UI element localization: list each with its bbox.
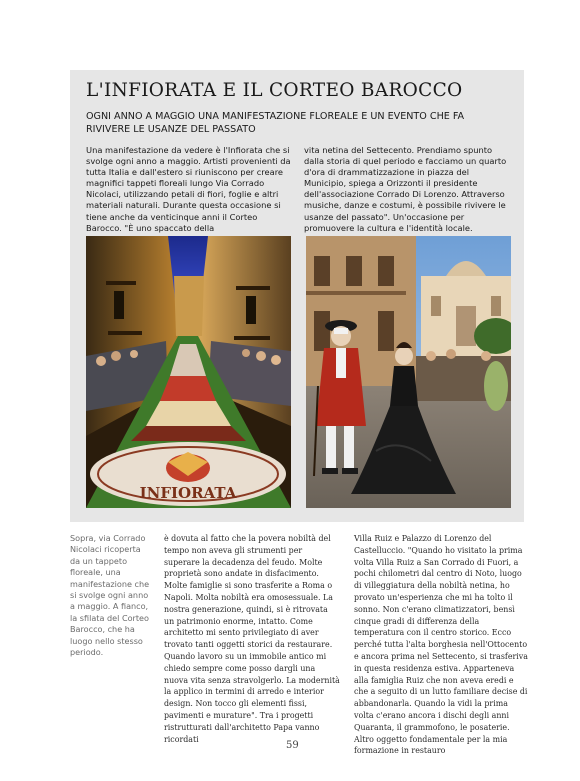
infiorata-banner-text: INFIORATA xyxy=(139,484,237,502)
intro-paragraph-right: vita netina del Settecento. Prendiamo spunto dalla storia di quel periodo e facciamo un quarto d'ora di drammatizzazione in piazza del Municipio, spiega a Orizzonti il presidente dell'associazione Corrado Di Lorenzo. Attraverso musiche, danze e costumi, è possibile rivivere le usanze del passato". Un'occasione per promuovere la cultura e l'identità locale. xyxy=(304,145,507,233)
page-number: 59 xyxy=(286,740,299,751)
article-subtitle: OGNI ANNO A MAGGIO UNA MANIFESTAZIONE FLOREALE E UN EVENTO CHE FA RIVIVERE LE USANZE DEL PASSATO xyxy=(86,111,465,135)
infiorata-photo xyxy=(86,236,291,508)
intro-paragraph-left: Una manifestazione da vedere è l'Infiorata che si svolge ogni anno a maggio. Artisti provenienti da tutta Italia e dall'estero si riuniscono per creare magnifici tappeti floreali lungo Via Corrado Nicolaci, utilizzando petali di fiori, foglie e altri materiali naturali. Durante questa occasione si tiene anche da venticinque anni il Corteo Barocco. "È uno spaccato della xyxy=(86,145,291,233)
corteo-barocco-photo xyxy=(306,236,511,508)
photo-caption: Sopra, via Corrado Nicolaci ricoperta da un tappeto floreale, una manifestazione che si svolge ogni anno a maggio. A fianco, la sfilata del Corteo Barocco, che ha luogo nello stesso periodo. xyxy=(70,533,150,658)
body-column-1: è dovuta al fatto che la povera nobiltà del tempo non aveva gli strumenti per superare la decadenza del feudo. Molte proprietà sono andate in disfacimento. Molte famiglie si sono trasferite a Roma o Napoli. Molta nobiltà era omosessuale. La nostra generazione, quindi, si è ritrovata un patrimonio enorme, intatto. Come architetto mi sento privilegiato di aver trovato tanti oggetti storici da restaurare. Quando lavoro su un immobile antico mi chiedo sempre come posso dargli una nuova vita senza stravolgerlo. La modernità la applico in termini di arredo e interior design. Non tocco gli elementi fissi, pavimenti e murature". Tra i progetti ristrutturati dall'architetto Papa vanno ricordati xyxy=(164,534,340,744)
article-title: L'INFIORATA E IL CORTEO BAROCCO xyxy=(86,80,463,101)
body-column-2: Villa Ruiz e Palazzo di Lorenzo del Castelluccio. "Quando ho visitato la prima volta Villa Ruiz a San Corrado di Fuori, a pochi chilometri dal centro di Noto, luogo di villeggiatura della nobiltà netina, ho provato un'esperienza che mi ha tolto il sonno. Non c'erano climatizzatori, bensì cinque gradi di differenza della temperatura con il centro storico. Ecco perché tutta l'alta borghesia nell'Ottocento e ancora prima nel Settecento, si trasferiva in questa residenza estiva. Apparteneva alla famiglia Ruiz che non aveva eredi e che a seguito di un lutto familiare decise di abbandonarla. Quando la vidi la prima volta c'erano ancora i dischi degli anni Quaranta, il grammofono, le posaterie. Altro oggetto fondamentale per la mia formazione in restauro xyxy=(354,534,528,756)
